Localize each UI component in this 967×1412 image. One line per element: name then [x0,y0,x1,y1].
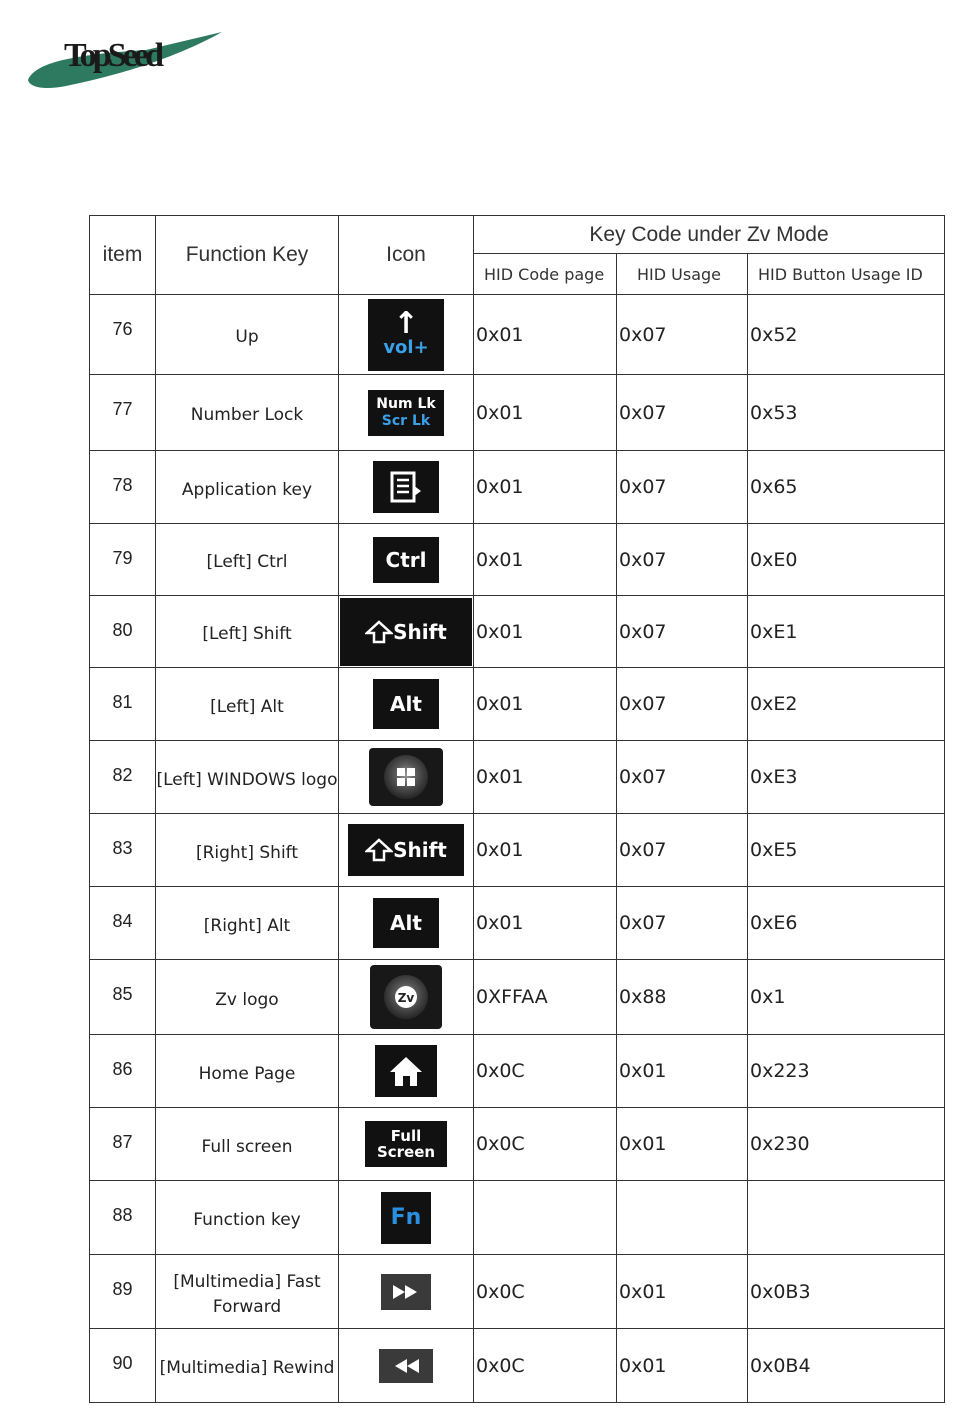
function-name: Home Page [156,1035,339,1108]
home-icon [375,1045,437,1097]
shift-key-icon: Shift [340,598,472,666]
table-row [90,295,945,375]
function-name: [Multimedia] Rewind [156,1329,339,1403]
table-row [90,524,945,596]
alt-key-icon: Alt [373,898,439,948]
hid-button-usage-id: 0xE6 [748,887,945,960]
hid-usage: 0x07 [617,668,748,741]
function-name: [Right] Alt [156,887,339,960]
hid-button-usage-id [748,1181,945,1255]
hid-button-usage-id: 0x1 [748,960,945,1035]
hid-code-page: 0x0C [474,1108,617,1181]
hid-button-usage-id: 0x52 [748,295,945,375]
rewind-icon [379,1349,433,1383]
full-screen-icon: Full Screen [365,1121,447,1167]
hid-usage: 0x07 [617,295,748,375]
hid-button-usage-id: 0x223 [748,1035,945,1108]
header-hid-button-usage-id: HID Button Usage ID [748,254,945,295]
header-hid-code-page: HID Code page [474,254,617,295]
table-row [90,741,945,814]
hid-usage: 0x88 [617,960,748,1035]
item-number: 81 [90,668,156,741]
table-row [90,1255,945,1329]
table-row [90,887,945,960]
function-name: [Left] Ctrl [156,524,339,596]
hid-button-usage-id: 0x53 [748,375,945,451]
header-item: item [90,216,156,295]
header-function-key: Function Key [156,216,339,295]
hid-button-usage-id: 0x0B4 [748,1329,945,1403]
hid-usage: 0x07 [617,375,748,451]
item-number: 90 [90,1329,156,1403]
item-number: 83 [90,814,156,887]
header-hid-usage: HID Usage [617,254,748,295]
table-row [90,960,945,1035]
hid-button-usage-id: 0xE1 [748,596,945,668]
hid-code-page: 0x01 [474,887,617,960]
hid-code-page: 0x01 [474,741,617,814]
num-lock-icon: Num Lk Scr Lk [368,390,444,436]
function-name: Up [156,295,339,375]
hid-usage: 0x07 [617,741,748,814]
hid-usage: 0x07 [617,451,748,524]
function-name: Application key [156,451,339,524]
hid-usage: 0x01 [617,1035,748,1108]
fn-key-icon: Fn [381,1192,431,1244]
hid-button-usage-id: 0x0B3 [748,1255,945,1329]
hid-code-page [474,1181,617,1255]
hid-button-usage-id: 0x65 [748,451,945,524]
item-number: 86 [90,1035,156,1108]
application-key-icon [373,461,439,513]
hid-usage: 0x07 [617,596,748,668]
item-number: 88 [90,1181,156,1255]
function-name: Function key [156,1181,339,1255]
function-name: [Left] Shift [156,596,339,668]
function-name: Full screen [156,1108,339,1181]
function-name: [Left] Alt [156,668,339,741]
header-key-code-group: Key Code under Zv Mode [474,216,945,254]
table-row [90,451,945,524]
function-name: Zv logo [156,960,339,1035]
hid-button-usage-id: 0x230 [748,1108,945,1181]
item-number: 76 [90,295,156,375]
function-name: [Right] Shift [156,814,339,887]
hid-code-page: 0x01 [474,451,617,524]
item-number: 77 [90,375,156,451]
table-row [90,1329,945,1403]
up-arrow-vol-plus-icon: ↑ vol+ [368,299,444,371]
hid-code-page: 0x01 [474,295,617,375]
item-number: 78 [90,451,156,524]
table-row [90,1035,945,1108]
logo-text: TopSeed [64,37,164,74]
table-row [90,375,945,451]
fast-forward-icon [381,1274,431,1310]
zv-logo-icon [370,965,442,1029]
hid-code-page: 0x01 [474,668,617,741]
function-name: [Multimedia] Fast Forward [156,1255,339,1329]
item-number: 87 [90,1108,156,1181]
hid-button-usage-id: 0xE3 [748,741,945,814]
table-row [90,814,945,887]
item-number: 85 [90,960,156,1035]
hid-usage [617,1181,748,1255]
hid-code-page: 0XFFAA [474,960,617,1035]
table-row [90,1108,945,1181]
hid-code-page: 0x0C [474,1035,617,1108]
shift-key-icon: Shift [348,824,464,876]
item-number: 82 [90,741,156,814]
item-number: 79 [90,524,156,596]
hid-usage: 0x07 [617,524,748,596]
hid-code-page: 0x01 [474,375,617,451]
topseed-logo [26,28,226,90]
hid-code-page: 0x01 [474,524,617,596]
hid-code-page: 0x0C [474,1329,617,1403]
alt-key-icon: Alt [373,679,439,729]
hid-usage: 0x07 [617,814,748,887]
hid-usage: 0x01 [617,1108,748,1181]
hid-usage: 0x07 [617,887,748,960]
hid-button-usage-id: 0xE2 [748,668,945,741]
key-code-table [89,215,945,1403]
hid-code-page: 0x0C [474,1255,617,1329]
windows-logo-icon [369,748,443,806]
svg-text:Zv: Zv [397,991,415,1005]
item-number: 80 [90,596,156,668]
hid-code-page: 0x01 [474,814,617,887]
function-name: [Left] WINDOWS logo [156,741,339,814]
hid-button-usage-id: 0xE0 [748,524,945,596]
hid-button-usage-id: 0xE5 [748,814,945,887]
header-icon: Icon [339,216,474,295]
table-row [90,668,945,741]
table-row [90,1181,945,1255]
hid-usage: 0x01 [617,1255,748,1329]
hid-code-page: 0x01 [474,596,617,668]
item-number: 89 [90,1255,156,1329]
item-number: 84 [90,887,156,960]
function-name: Number Lock [156,375,339,451]
ctrl-key-icon: Ctrl [373,537,439,583]
table-row [90,596,945,668]
hid-usage: 0x01 [617,1329,748,1403]
